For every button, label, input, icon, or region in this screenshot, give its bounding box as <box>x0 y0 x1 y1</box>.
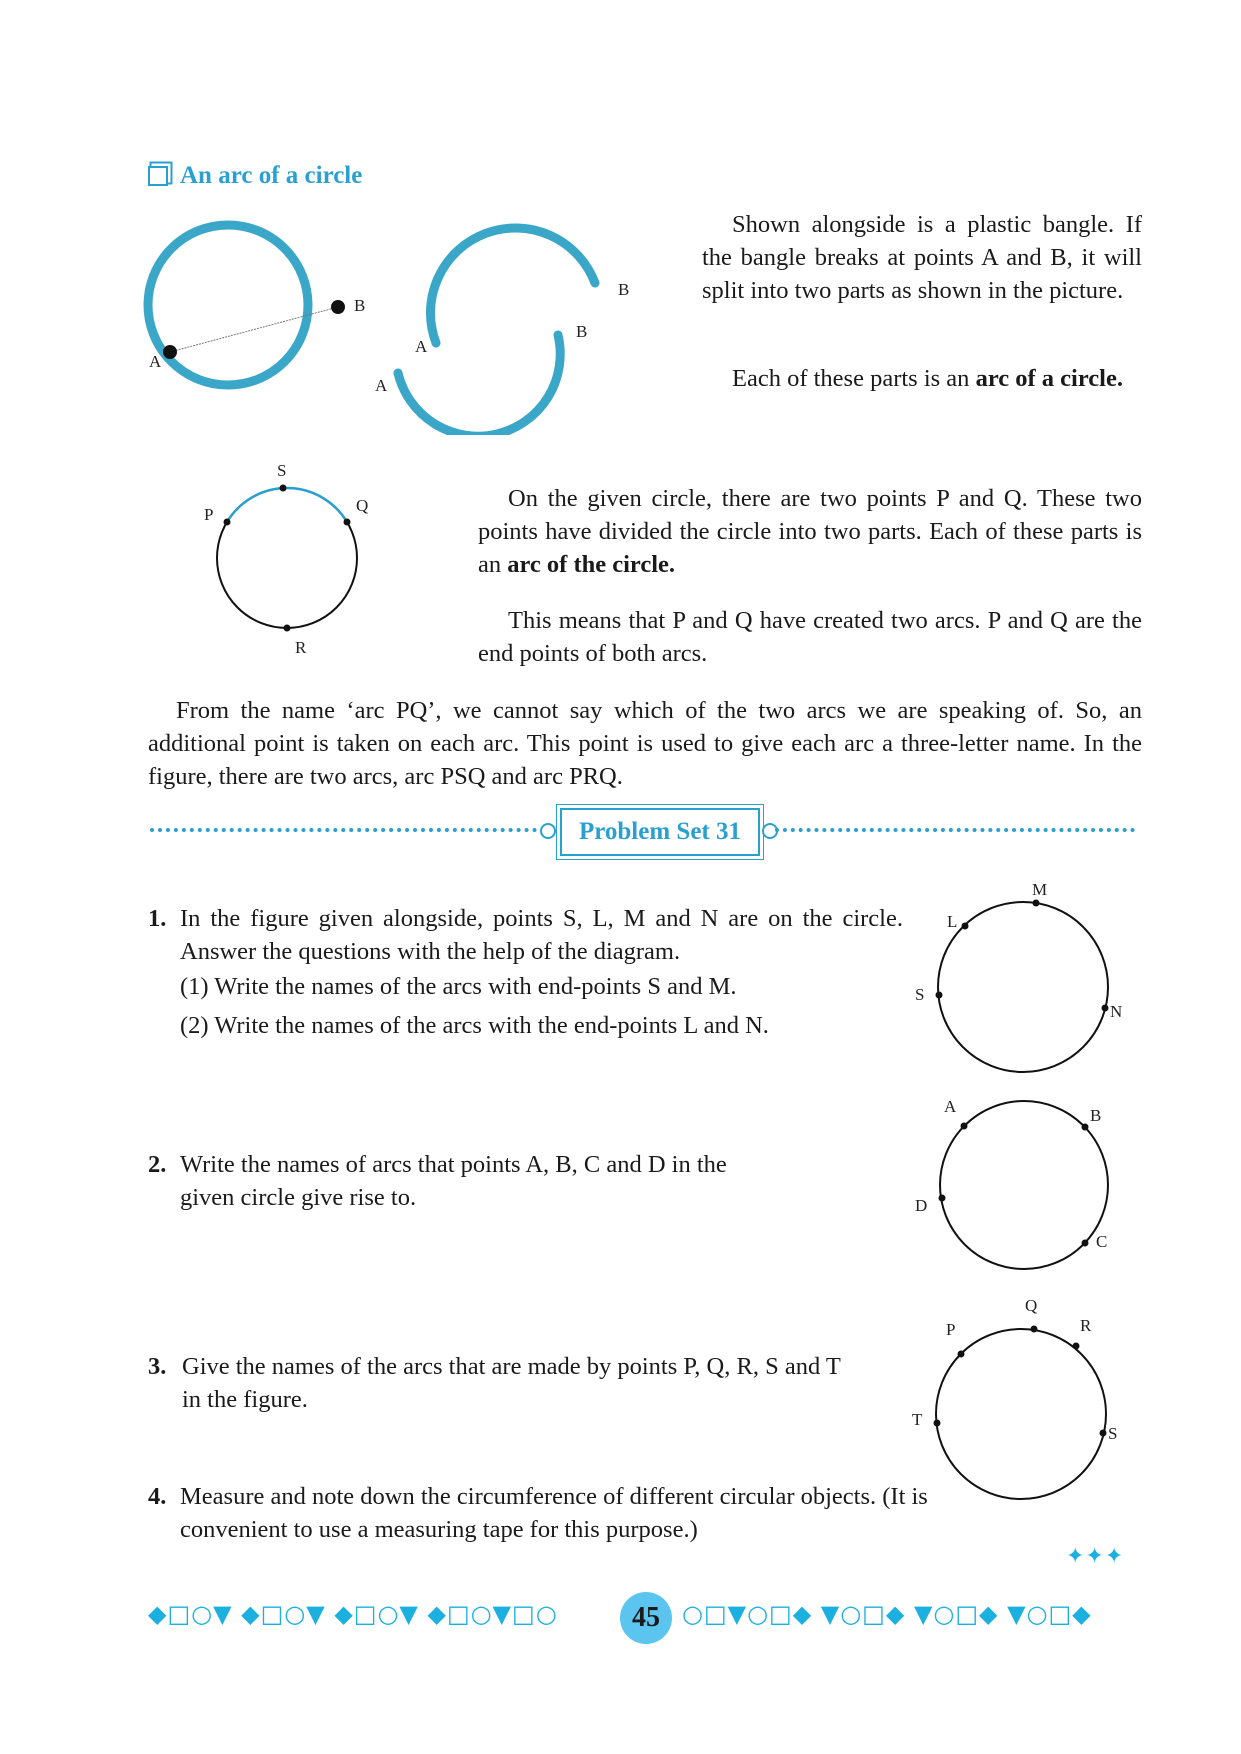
term-arc-of-the-circle: arc of the circle. <box>507 551 676 578</box>
bangle-circle <box>148 225 308 385</box>
label-c: C <box>1096 1232 1108 1251</box>
point-n <box>1102 1005 1109 1012</box>
point-q <box>344 519 351 526</box>
point-m <box>1033 900 1040 907</box>
label-a: A <box>149 352 162 371</box>
page-number: 45 <box>620 1592 672 1644</box>
point-r <box>1073 1343 1080 1350</box>
question-4: 4. Measure and note down the circumference of different circular objects. (It is convenient to use a measuring tape for this purpose.) <box>148 1483 928 1543</box>
label-b: B <box>1090 1106 1102 1125</box>
paragraph-bangle: Shown alongside is a plastic bangle. If the bangle breaks at points A and B, it will split into two parts as shown in the picture. <box>702 211 1142 304</box>
label-a: A <box>944 1097 957 1116</box>
question-2: 2. Write the names of arcs that points A, B, C and D in the given circle give rise to. <box>148 1151 727 1211</box>
label-r: R <box>295 638 307 657</box>
label-d: D <box>915 1196 928 1215</box>
point-q <box>1031 1326 1038 1333</box>
upper-arc <box>431 228 595 343</box>
point-b <box>331 300 345 314</box>
label-l: L <box>947 912 958 931</box>
label-b: B <box>618 280 630 299</box>
point-p <box>958 1351 965 1358</box>
paragraph-two-arcs: This means that P and Q have created two arcs. P and Q are the end points of both arcs. <box>478 607 1142 667</box>
section-heading <box>148 162 362 190</box>
label-q: Q <box>356 496 369 515</box>
q1-circle-figure <box>935 895 1115 1075</box>
footer-pattern-right: ○□▼○□◆ ▼○□◆ ▼○□◆ ▼○□◆ <box>682 1600 1092 1628</box>
label-p: P <box>204 505 214 524</box>
label-b: B <box>354 296 366 315</box>
paragraph-points-pq: On the given circle, there are two points P and Q. These two points have divided the circle into two parts. Each of these parts is an arc of the circle. <box>478 485 1142 578</box>
point-p <box>224 519 231 526</box>
question-1-part-2: (2) Write the names of the arcs with the end-points L and N. <box>180 1012 769 1039</box>
chord-ab <box>170 307 338 352</box>
label-q: Q <box>1025 1296 1038 1315</box>
label-n: N <box>1110 1002 1123 1021</box>
section-title: An arc of a circle <box>180 162 363 189</box>
label-s: S <box>277 461 287 480</box>
point-l <box>962 923 969 930</box>
q2-circle-figure <box>930 1095 1110 1275</box>
footer-pattern-left: ◆□○▼ ◆□○▼ ◆□○▼ ◆□○▼□○ <box>148 1600 558 1628</box>
paragraph-arc-definition: Each of these parts is an arc of a circle. <box>732 365 1123 392</box>
point-t <box>934 1420 941 1427</box>
point-d <box>939 1195 946 1202</box>
paragraph-three-letter-name: From the name ‘arc PQ’, we cannot say which of the two arcs we are speaking of. So, an additional point is taken on each arc. This point is used to give each arc a three-letter name. In the figure, there are two arcs, arc PSQ and arc PRQ. <box>148 697 1142 790</box>
question-1: 1. In the figure given alongside, points S, L, M and N are on the circle. Answer the questions with the help of the diagram. (1) Write the names of the arcs with end-points S and M. (2) Write the names of the arcs with the end-points L and N. <box>148 902 903 1042</box>
label-a: A <box>415 337 428 356</box>
question-3: 3. Give the names of the arcs that are made by points P, Q, R, S and T in the figure. <box>148 1353 841 1413</box>
label-s: S <box>915 985 925 1004</box>
term-arc-of-a-circle: arc of a circle. <box>975 365 1123 392</box>
point-s <box>936 992 943 999</box>
q3-circle-figure <box>925 1320 1110 1505</box>
end-mark-icon: ✦✦✦ <box>1066 1544 1125 1569</box>
point-c <box>1082 1240 1089 1247</box>
label-m: M <box>1032 880 1048 899</box>
question-1-part-1: (1) Write the names of the arcs with end-points S and M. <box>180 973 737 1000</box>
divider-ring-left <box>540 823 556 839</box>
dotted-divider-left <box>150 828 545 832</box>
point-r <box>284 625 291 632</box>
point-a <box>961 1123 968 1130</box>
point-s <box>1100 1430 1107 1437</box>
point-a <box>163 345 177 359</box>
pq-circle-figure <box>200 470 380 650</box>
label-t: T <box>912 1410 923 1429</box>
point-b <box>1082 1124 1089 1131</box>
dotted-divider-right <box>775 828 1135 832</box>
label-a: A <box>375 376 388 395</box>
point-s <box>280 485 287 492</box>
arc-psq <box>227 488 347 522</box>
label-b: B <box>576 322 588 341</box>
label-s: S <box>1108 1424 1118 1443</box>
label-r: R <box>1080 1316 1092 1335</box>
label-p: P <box>946 1320 956 1339</box>
square-icon <box>148 166 168 186</box>
problem-set-banner: Problem Set 31 <box>560 808 760 856</box>
